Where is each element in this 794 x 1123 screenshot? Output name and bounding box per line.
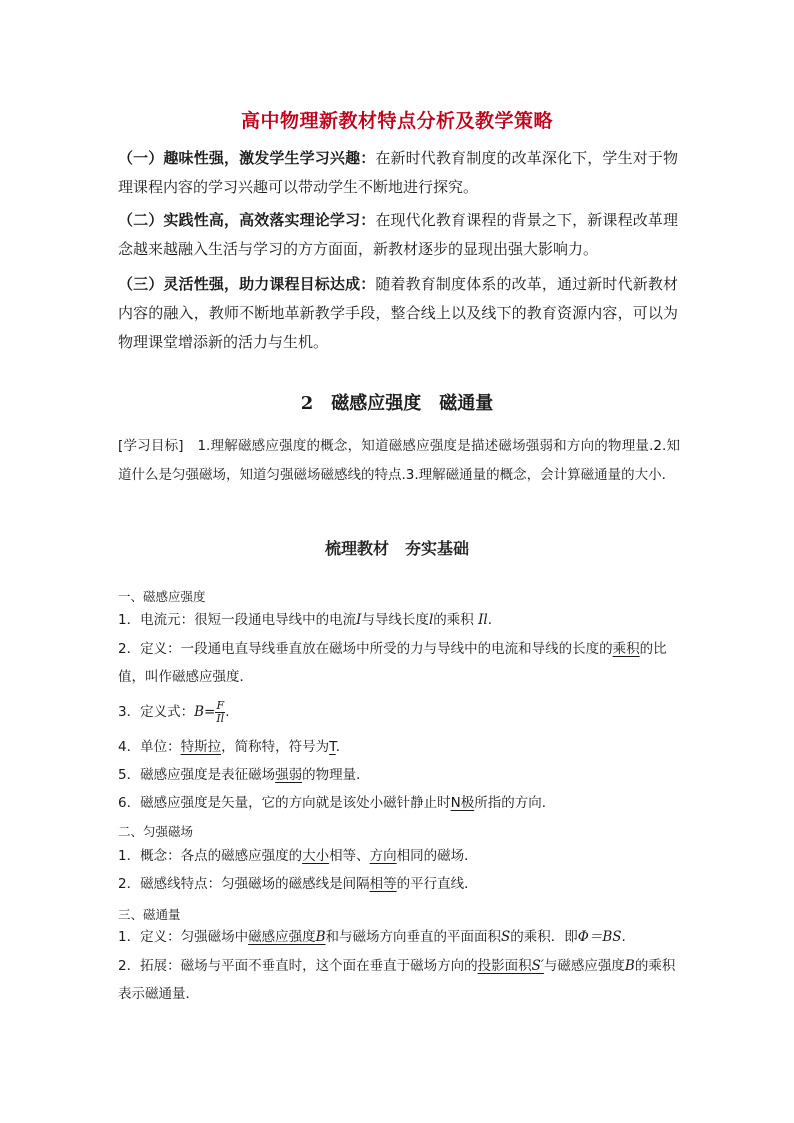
lesson-title: 2 磁感应强度 磁通量	[300, 393, 494, 414]
list-item: 4．单位：特斯拉，简称特，符号为T.	[118, 739, 341, 755]
feature-paragraph-2	[118, 206, 678, 264]
list-item: 1．概念：各点的磁感应强度的大小相等、方向相同的磁场．	[118, 848, 478, 864]
feature-paragraph-3	[118, 270, 678, 357]
feature-heading: （一）趣味性强，激发学生学习兴趣：	[118, 149, 376, 167]
section-heading-3: 三、磁通量	[118, 907, 181, 922]
list-item: 2．磁感线特点：匀强磁场的磁感线是间隔相等的平行直线．	[118, 876, 478, 892]
feature-heading: （三）灵活性强，助力课程目标达成：	[118, 275, 376, 293]
list-item: 5．磁感应强度是表征磁场强弱的物理量．	[118, 767, 370, 783]
page-title: 高中物理新教材特点分析及教学策略	[240, 110, 553, 132]
learning-goals: [学习目标] 1.理解磁感应强度的概念，知道磁感应强度是描述磁场强弱和方向的物理量.2.知道什么是匀强磁场，知道匀强磁场磁感线的特点.3.理解磁通量的概念，会计算磁通量的大小．	[118, 438, 680, 483]
section-heading-2: 二、匀强磁场	[118, 824, 194, 839]
feature-text: 随着教育制度体系的改革，通过新时代新教材内容的融入，教师不断地革新教学手段，整合线上以及线下的教育资源内容，可以为物理课堂增添新的活力与生机。	[118, 275, 678, 351]
section-heading-1: 一、磁感应强度	[118, 589, 206, 604]
feature-heading: （二）实践性高，高效落实理论学习：	[118, 211, 376, 229]
fraction: $\frac{F}{Il}$	[216, 698, 225, 725]
formula-item: 3．定义式：B= $\frac{F}{Il}$ .	[118, 698, 230, 725]
list-item: 2．定义：一段通电直导线垂直放在磁场中所受的力与导线中的电流和导线的长度的乘积的比值，叫作磁感应强度．	[118, 641, 667, 685]
feature-text: 在现代化教育课程的背景之下，新课程改革理念越来越融入生活与学习的方方面面，新教材逐步的显现出强大影响力。	[118, 211, 678, 258]
list-item: 1．电流元：很短一段通电导线中的电流I与导线长度l的乘积 Il.	[118, 612, 493, 628]
feature-paragraph-1	[118, 144, 678, 202]
list-item: 2．拓展：磁场与平面不垂直时，这个面在垂直于磁场方向的投影面积S′与磁感应强度B的乘积表示磁通量．	[118, 958, 676, 1002]
feature-text: 在新时代教育制度的改革深化下，学生对于物理课程内容的学习兴趣可以带动学生不断地进行探究。	[118, 149, 678, 196]
list-item: 6．磁感应强度是矢量，它的方向就是该处小磁针静止时N极所指的方向．	[118, 795, 556, 811]
list-item: 1．定义：匀强磁场中磁感应强度B和与磁场方向垂直的平面面积S的乘积．即Φ＝BS.	[118, 929, 626, 945]
section-subtitle: 梳理教材 夯实基础	[324, 539, 469, 558]
